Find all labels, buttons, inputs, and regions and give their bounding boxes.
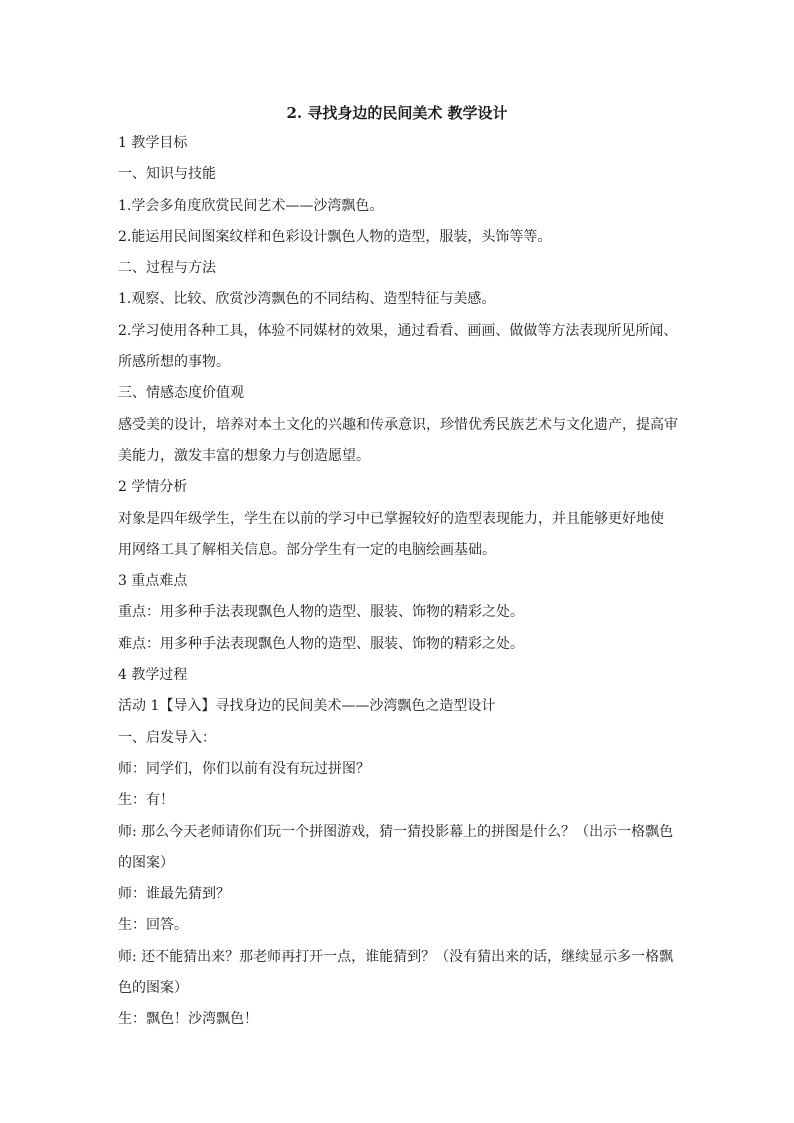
- text-line: 用网络工具了解相关信息。部分学生有一定的电脑绘画基础。: [118, 541, 496, 558]
- text-line: 生：有！: [118, 792, 174, 809]
- text-line: 2.能运用民间图案纹样和色彩设计飘色人物的造型，服装，头饰等等。: [118, 228, 552, 245]
- text-line: 对象是四年级学生，学生在以前的学习中已掌握较好的造型表现能力，并且能够更好地使: [118, 510, 664, 527]
- text-line: 色的图案）: [118, 980, 188, 997]
- text-line: 感受美的设计，培养对本土文化的兴趣和传承意识，珍惜优秀民族艺术与文化遗产，提高审: [118, 416, 678, 433]
- text-line: 难点：用多种手法表现飘色人物的造型、服装、饰物的精彩之处。: [118, 635, 524, 652]
- text-line: 的图案）: [118, 854, 174, 871]
- document-body: [118, 132, 678, 1040]
- text-line: 二、过程与方法: [118, 260, 216, 277]
- text-line: 4 教学过程: [118, 667, 188, 684]
- text-line: 一、启发导入：: [118, 729, 216, 746]
- text-line: 一、知识与技能: [118, 166, 216, 183]
- text-line: 三、情感态度价值观: [118, 385, 244, 402]
- text-line: 活动 1【导入】寻找身边的民间美术——沙湾飘色之造型设计: [118, 698, 496, 715]
- text-line: 师：谁最先猜到？: [118, 886, 230, 903]
- text-line: 重点：用多种手法表现飘色人物的造型、服装、饰物的精彩之处。: [118, 604, 524, 621]
- text-line: 生：回答。: [118, 917, 188, 934]
- text-line: 1 教学目标: [118, 135, 188, 151]
- text-line: 美能力，激发丰富的想象力与创造愿望。: [118, 447, 370, 464]
- text-line: 生：飘色！沙湾飘色！: [118, 1011, 258, 1028]
- document-title: 2. 寻找身边的民间美术 教学设计: [286, 104, 508, 122]
- text-line: 所感所想的事物。: [118, 354, 230, 371]
- text-line: 师: 那么今天老师请你们玩一个拼图游戏，猜一猜投影幕上的拼图是什么？（出示一格飘色: [118, 823, 674, 840]
- text-line: 师: 还不能猜出来？那老师再打开一点，谁能猜到？（没有猜出来的话，继续显示多一格飘: [118, 948, 674, 965]
- text-line: 1.学会多角度欣赏民间艺术——沙湾飘色。: [118, 197, 384, 214]
- text-line: 3 重点难点: [118, 573, 188, 590]
- text-line: 师：同学们，你们以前有没有玩过拼图？: [118, 760, 370, 777]
- text-line: 1.观察、比较、欣赏沙湾飘色的不同结构、造型特征与美感。: [118, 291, 496, 308]
- text-line: 2.学习使用各种工具，体验不同媒材的效果，通过看看、画画、做做等方法表现所见所闻、: [118, 322, 678, 339]
- text-line: 2 学情分析: [118, 479, 188, 496]
